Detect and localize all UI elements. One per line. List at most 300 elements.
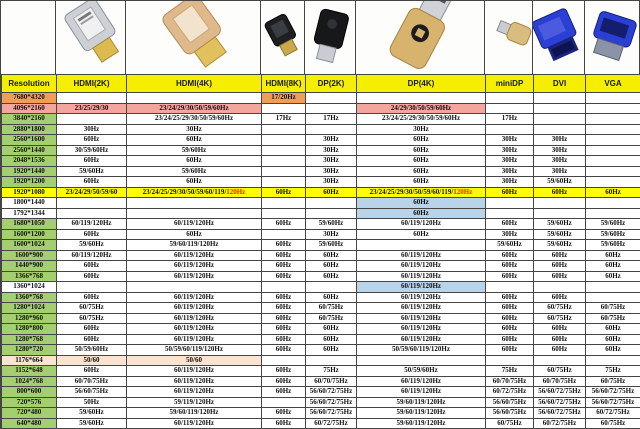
rate-cell: 59/60Hz: [306, 240, 357, 251]
rate-cell: [306, 198, 357, 209]
rate-cell: 60/119/120Hz: [57, 219, 127, 230]
rate-cell: 60Hz: [262, 303, 306, 314]
rate-cell: 60/119/120Hz: [357, 261, 486, 272]
rate-cell: 60Hz: [486, 324, 534, 335]
rate-cell: 56/60/75Hz: [486, 408, 534, 419]
rate-cell: [262, 198, 306, 209]
rate-cell: 60Hz: [306, 334, 357, 345]
resolution-label: 2560*1600: [2, 135, 57, 146]
rate-cell: [586, 145, 640, 156]
rate-cell: 60/75Hz: [534, 313, 586, 324]
rate-cell: 30Hz: [127, 124, 262, 135]
rate-cell: 60Hz: [534, 271, 586, 282]
rate-cell: 60Hz: [357, 229, 486, 240]
rate-cell: 60/119/120Hz: [127, 366, 262, 377]
rate-cell: [127, 282, 262, 293]
rate-cell: 59/60Hz: [127, 145, 262, 156]
rate-cell: [534, 124, 586, 135]
rate-cell: 60/119/120Hz: [357, 303, 486, 314]
rate-cell: 59/60/119/120Hz: [127, 240, 262, 251]
rate-cell: 60Hz: [57, 229, 127, 240]
rate-cell: 60Hz: [306, 324, 357, 335]
rate-cell: 60Hz: [262, 345, 306, 356]
rate-text: 50/60: [186, 355, 202, 364]
rate-cell: 30Hz: [357, 124, 486, 135]
rate-text-highlight: 120Hz: [226, 187, 246, 196]
rate-cell: 60Hz: [486, 219, 534, 230]
rate-cell: 23/24/29/50/59/60: [57, 187, 127, 198]
resolution-label: 1280*1024: [2, 303, 57, 314]
rate-cell: 30Hz: [486, 229, 534, 240]
rate-cell: 17Hz: [306, 114, 357, 125]
rate-cell: 23/24/25/29/30/50/59/60Hz: [127, 114, 262, 125]
rate-cell: [534, 103, 586, 114]
resolution-label: 1280*768: [2, 334, 57, 345]
rate-cell: 60Hz: [262, 334, 306, 345]
rate-cell: 59/60Hz: [534, 229, 586, 240]
rate-cell: 60Hz: [57, 324, 127, 335]
rate-cell: 60/72/75Hz: [534, 418, 586, 429]
resolution-label: 720*576: [2, 397, 57, 408]
resolution-label: 4096*2160: [2, 103, 57, 114]
resolution-label: 800*600: [2, 387, 57, 398]
dp-2k-adapter-image: [305, 1, 356, 74]
column-header-vga: VGA: [586, 75, 640, 93]
rate-cell: 60Hz: [486, 334, 534, 345]
table-row: [2, 229, 640, 240]
rate-cell: 60Hz: [306, 292, 357, 303]
rate-cell: 60/70/75Hz: [534, 376, 586, 387]
column-header-dp-4k-: DP(4K): [357, 75, 486, 93]
rate-cell: 50/59/60Hz: [357, 366, 486, 377]
rate-cell: [534, 114, 586, 125]
rate-cell: [262, 124, 306, 135]
rate-cell: 60Hz: [486, 261, 534, 272]
rate-cell: 60/119/120Hz: [127, 418, 262, 429]
column-header-dvi: DVI: [534, 75, 586, 93]
rate-cell: [127, 103, 262, 114]
rate-text: 23/24/25/29/30/50/59/60/119/: [142, 187, 227, 196]
rate-cell: 60Hz: [262, 366, 306, 377]
rate-cell: 60Hz: [262, 250, 306, 261]
rate-cell: 59/60Hz: [57, 240, 127, 251]
rate-cell: 60Hz: [127, 156, 262, 167]
rate-cell: 75Hz: [586, 366, 640, 377]
rate-cell: [534, 355, 586, 366]
rate-cell: [306, 124, 357, 135]
column-header-dp-2k-: DP(2K): [306, 75, 357, 93]
rate-cell: 60Hz: [357, 145, 486, 156]
rate-cell: [486, 124, 534, 135]
resolution-label: 1600*900: [2, 250, 57, 261]
resolution-label: 1792*1344: [2, 208, 57, 219]
rate-cell: 60/119/120Hz: [357, 334, 486, 345]
rate-cell: 60Hz: [262, 418, 306, 429]
rate-cell: 60Hz: [57, 156, 127, 167]
rate-cell: [127, 198, 262, 209]
rate-cell: 56/60/72/75Hz: [586, 387, 640, 398]
rate-cell: 56/60/72/75Hz: [306, 408, 357, 419]
resolution-label: 7680*4320: [2, 93, 57, 104]
rate-cell: [357, 103, 486, 114]
rate-cell: 30Hz: [534, 166, 586, 177]
rate-text: 50/60: [83, 355, 100, 364]
table-row: [2, 166, 640, 177]
rate-cell: 60/75Hz: [586, 303, 640, 314]
rate-text-highlight: 120Hz: [453, 187, 473, 196]
resolution-label: 1176*664: [2, 355, 57, 366]
rate-cell: [586, 156, 640, 167]
rate-cell: 59/60/119/120Hz: [357, 397, 486, 408]
rate-cell: 60Hz: [262, 408, 306, 419]
rate-cell: [486, 93, 534, 104]
rate-cell: 59/60Hz: [57, 166, 127, 177]
rate-cell: 56/60/72/75Hz: [306, 397, 357, 408]
resolution-label: 1360*1024: [2, 282, 57, 293]
rate-cell: [262, 135, 306, 146]
rate-cell: [586, 166, 640, 177]
rate-cell: 60Hz: [262, 324, 306, 335]
rate-cell: 59/60Hz: [486, 240, 534, 251]
rate-cell: [357, 240, 486, 251]
resolution-label: 1366*768: [2, 271, 57, 282]
table-row: [2, 187, 640, 198]
rate-cell: 60Hz: [127, 177, 262, 188]
resolution-label: 1920*1440: [2, 166, 57, 177]
table-row: [2, 345, 640, 356]
rate-cell: 60Hz: [586, 334, 640, 345]
resolution-label: 1800*1440: [2, 198, 57, 209]
rate-cell: 60Hz: [534, 261, 586, 272]
table-row: [2, 366, 640, 377]
rate-cell: 60/75Hz: [534, 303, 586, 314]
rate-cell: 60Hz: [534, 187, 586, 198]
rate-text: 60Hz: [413, 198, 429, 207]
resolution-label: 2560*1440: [2, 145, 57, 156]
rate-cell: 60Hz: [486, 313, 534, 324]
rate-cell: 60/119/120Hz: [127, 313, 262, 324]
rate-cell: [57, 93, 127, 104]
rate-cell: [262, 177, 306, 188]
rate-cell: [586, 355, 640, 366]
rate-cell: 59/60Hz: [534, 240, 586, 251]
vga-connector-image: [585, 1, 640, 74]
vga-connector-icon: [585, 1, 639, 74]
resolution-label: 1440*900: [2, 261, 57, 272]
rate-cell: 60/72/75Hz: [586, 408, 640, 419]
rate-cell: [262, 93, 306, 104]
rate-cell: 60/119/120Hz: [357, 376, 486, 387]
rate-cell: 30Hz: [486, 177, 534, 188]
rate-cell: 59/60/119/120Hz: [127, 408, 262, 419]
rate-cell: 30Hz: [306, 166, 357, 177]
rate-cell: 30Hz: [486, 145, 534, 156]
rate-cell: 60/119/120Hz: [127, 376, 262, 387]
rate-cell: 60Hz: [534, 292, 586, 303]
rate-cell: 59/60Hz: [57, 418, 127, 429]
rate-cell: 30Hz: [306, 145, 357, 156]
rate-cell: 17Hz: [486, 114, 534, 125]
rate-cell: [486, 282, 534, 293]
rate-cell: 60Hz: [586, 250, 640, 261]
rate-cell: [262, 282, 306, 293]
resolution-label: 1360*768: [2, 292, 57, 303]
table-row: [2, 313, 640, 324]
rate-cell: 60Hz: [262, 219, 306, 230]
table-row: [2, 145, 640, 156]
table-row: [2, 103, 640, 114]
rate-cell: 59/60Hz: [586, 219, 640, 230]
rate-cell: 59/60Hz: [534, 177, 586, 188]
rate-cell: 30Hz: [486, 135, 534, 146]
rate-cell: 56/60/72/75Hz: [534, 408, 586, 419]
resolution-spec-table: [1, 74, 640, 429]
rate-cell: 60Hz: [306, 261, 357, 272]
table-row: [2, 397, 640, 408]
rate-cell: 60/119/120Hz: [127, 387, 262, 398]
rate-cell: 60Hz: [534, 334, 586, 345]
rate-cell: 60Hz: [262, 261, 306, 272]
rate-cell: 56/60/72/75Hz: [534, 387, 586, 398]
dp-4k-dummy-plug-icon: [356, 1, 484, 74]
rate-cell: 56/60/72/75Hz: [534, 397, 586, 408]
rate-cell: [306, 208, 357, 219]
rate-cell: 60/119/120Hz: [127, 334, 262, 345]
rate-cell: [586, 135, 640, 146]
rate-cell: 60/75Hz: [306, 303, 357, 314]
rate-cell: [486, 355, 534, 366]
rate-cell: 60/72/75Hz: [306, 418, 357, 429]
rate-cell: [534, 282, 586, 293]
resolution-label: 1920*1200: [2, 177, 57, 188]
table-row: [2, 135, 640, 146]
rate-cell: 59/60Hz: [127, 166, 262, 177]
rate-cell: 50Hz: [57, 397, 127, 408]
rate-cell: [357, 208, 486, 219]
empty-corner-cell: [1, 1, 56, 74]
rate-cell: 60Hz: [57, 366, 127, 377]
rate-cell: 60Hz: [262, 376, 306, 387]
resolution-label: 1680*1050: [2, 219, 57, 230]
rate-cell: 60Hz: [57, 334, 127, 345]
table-row: [2, 418, 640, 429]
rate-cell: 60/75Hz: [306, 313, 357, 324]
hdmi-4k-dummy-plug-icon: [126, 1, 260, 74]
rate-cell: 60Hz: [586, 324, 640, 335]
rate-cell: [586, 177, 640, 188]
rate-cell: 60/119/120Hz: [357, 219, 486, 230]
rate-cell: [586, 292, 640, 303]
rate-cell: 60Hz: [57, 292, 127, 303]
rate-cell: [57, 103, 127, 114]
rate-cell: [486, 208, 534, 219]
resolution-label: 2048*1536: [2, 156, 57, 167]
table-row: [2, 387, 640, 398]
rate-cell: 60/119/120Hz: [357, 250, 486, 261]
rate-cell: 30/59/60Hz: [57, 145, 127, 156]
rate-cell: [486, 103, 534, 114]
rate-cell: [262, 166, 306, 177]
rate-cell: 60/119/120Hz: [127, 324, 262, 335]
rate-cell: 60/75Hz: [586, 313, 640, 324]
rate-cell: 56/60/72/75Hz: [306, 387, 357, 398]
rate-cell: 50/59/60/119/120Hz: [127, 345, 262, 356]
rate-cell: 60/75Hz: [586, 418, 640, 429]
rate-cell: 50/59/60/119/120Hz: [357, 345, 486, 356]
rate-cell: [357, 282, 486, 293]
hdmi-8k-dummy-plug-icon: [261, 1, 304, 74]
rate-cell: [306, 282, 357, 293]
table-row: [2, 124, 640, 135]
rate-cell: [57, 114, 127, 125]
table-row: [2, 198, 640, 209]
rate-cell: [262, 156, 306, 167]
hdmi-8k-adapter-image: [261, 1, 305, 74]
rate-cell: 60Hz: [486, 303, 534, 314]
resolution-label: 640*480: [2, 418, 57, 429]
header-row: [2, 75, 640, 93]
rate-cell: [357, 187, 486, 198]
rate-cell: [586, 103, 640, 114]
table-row: [2, 177, 640, 188]
rate-text: 60/119/120Hz: [400, 282, 442, 291]
table-row: [2, 208, 640, 219]
table-row: [2, 282, 640, 293]
rate-cell: 60/75Hz: [486, 418, 534, 429]
rate-cell: 30Hz: [534, 156, 586, 167]
rate-cell: [586, 114, 640, 125]
rate-cell: 60/119/120Hz: [127, 250, 262, 261]
rate-text: 60Hz: [413, 208, 429, 217]
rate-cell: 30Hz: [306, 156, 357, 167]
rate-cell: [262, 355, 306, 366]
rate-cell: 60/119/120Hz: [57, 250, 127, 261]
rate-cell: 60/119/120Hz: [127, 271, 262, 282]
rate-cell: 60/119/120Hz: [357, 292, 486, 303]
resolution-label: 1600*1024: [2, 240, 57, 251]
rate-cell: 59/60Hz: [586, 240, 640, 251]
minidp-dummy-plug-icon: [485, 1, 532, 74]
table-row: [2, 156, 640, 167]
rate-cell: 75Hz: [306, 366, 357, 377]
table-row: [2, 261, 640, 272]
rate-cell: [57, 355, 127, 366]
table-row: [2, 408, 640, 419]
rate-cell: 60Hz: [486, 271, 534, 282]
rate-cell: 60Hz: [57, 261, 127, 272]
rate-cell: 60Hz: [306, 271, 357, 282]
table-row: [2, 376, 640, 387]
rate-cell: 30Hz: [486, 156, 534, 167]
rate-cell: 60Hz: [486, 292, 534, 303]
rate-cell: 60Hz: [57, 271, 127, 282]
rate-cell: [262, 145, 306, 156]
column-header-hdmi-4k-: HDMI(4K): [127, 75, 262, 93]
table-row: [2, 240, 640, 251]
table-row: [2, 93, 640, 104]
rate-cell: 60/75Hz: [57, 303, 127, 314]
rate-cell: 60/119/120Hz: [357, 313, 486, 324]
rate-cell: 60Hz: [57, 177, 127, 188]
table-row: [2, 271, 640, 282]
rate-cell: 60Hz: [586, 345, 640, 356]
rate-cell: 56/60/75Hz: [57, 387, 127, 398]
rate-cell: 60Hz: [262, 387, 306, 398]
rate-cell: 60Hz: [357, 177, 486, 188]
table-row: [2, 324, 640, 335]
rate-cell: [534, 198, 586, 209]
rate-cell: 17Hz: [262, 114, 306, 125]
dvi-connector-icon: [533, 1, 584, 74]
resolution-label: 1280*800: [2, 324, 57, 335]
rate-text: 23/24/29/30/50/59/60Hz: [159, 103, 229, 112]
dvi-connector-image: [533, 1, 585, 74]
rate-cell: [586, 93, 640, 104]
column-header-minidp: miniDP: [486, 75, 534, 93]
rate-cell: 60Hz: [262, 240, 306, 251]
rate-cell: 59/60Hz: [306, 219, 357, 230]
rate-cell: [586, 124, 640, 135]
column-header-hdmi-2k-: HDMI(2K): [57, 75, 127, 93]
rate-cell: [534, 208, 586, 219]
minidp-adapter-image: [485, 1, 533, 74]
rate-cell: 60/119/120Hz: [127, 292, 262, 303]
rate-cell: 60Hz: [262, 313, 306, 324]
rate-cell: [57, 198, 127, 209]
rate-text: 23/25/29/30: [74, 103, 109, 112]
resolution-label: 2880*1800: [2, 124, 57, 135]
rate-cell: 30Hz: [534, 135, 586, 146]
rate-cell: 56/60/72/75Hz: [586, 397, 640, 408]
dp-2k-dummy-plug-icon: [305, 1, 355, 74]
resolution-label: 1600*1200: [2, 229, 57, 240]
table-row: [2, 334, 640, 345]
rate-cell: 30Hz: [486, 166, 534, 177]
rate-cell: [357, 198, 486, 209]
rate-cell: [57, 208, 127, 219]
rate-cell: 59/60Hz: [57, 408, 127, 419]
rate-cell: 59/60Hz: [586, 229, 640, 240]
rate-cell: [486, 198, 534, 209]
rate-cell: 60/72/75Hz: [486, 387, 534, 398]
rate-cell: [534, 93, 586, 104]
rate-cell: [586, 282, 640, 293]
rate-cell: [586, 208, 640, 219]
rate-cell: 60Hz: [262, 271, 306, 282]
rate-cell: 60/70/75Hz: [57, 376, 127, 387]
resolution-label: 1920*1080: [2, 187, 57, 198]
rate-cell: 60Hz: [306, 345, 357, 356]
table-row: [2, 292, 640, 303]
resolution-label: 1280*720: [2, 345, 57, 356]
rate-cell: 30Hz: [534, 145, 586, 156]
rate-cell: 60Hz: [586, 261, 640, 272]
rate-cell: 60/70/75Hz: [486, 376, 534, 387]
rate-cell: [306, 103, 357, 114]
hdmi-4k-adapter-image: [126, 1, 261, 74]
rate-cell: 60Hz: [534, 250, 586, 261]
rate-cell: 60/119/120Hz: [357, 387, 486, 398]
product-image-row: [1, 0, 640, 74]
rate-cell: 60Hz: [262, 292, 306, 303]
table-row: [2, 114, 640, 125]
rate-cell: 60/70/75Hz: [306, 376, 357, 387]
rate-cell: 59/60/119/120Hz: [357, 408, 486, 419]
hdmi-2k-dummy-plug-icon: [56, 1, 125, 74]
resolution-label: 720*480: [2, 408, 57, 419]
rate-cell: 60/119/120Hz: [357, 324, 486, 335]
rate-cell: 59/60/119/120Hz: [357, 418, 486, 429]
